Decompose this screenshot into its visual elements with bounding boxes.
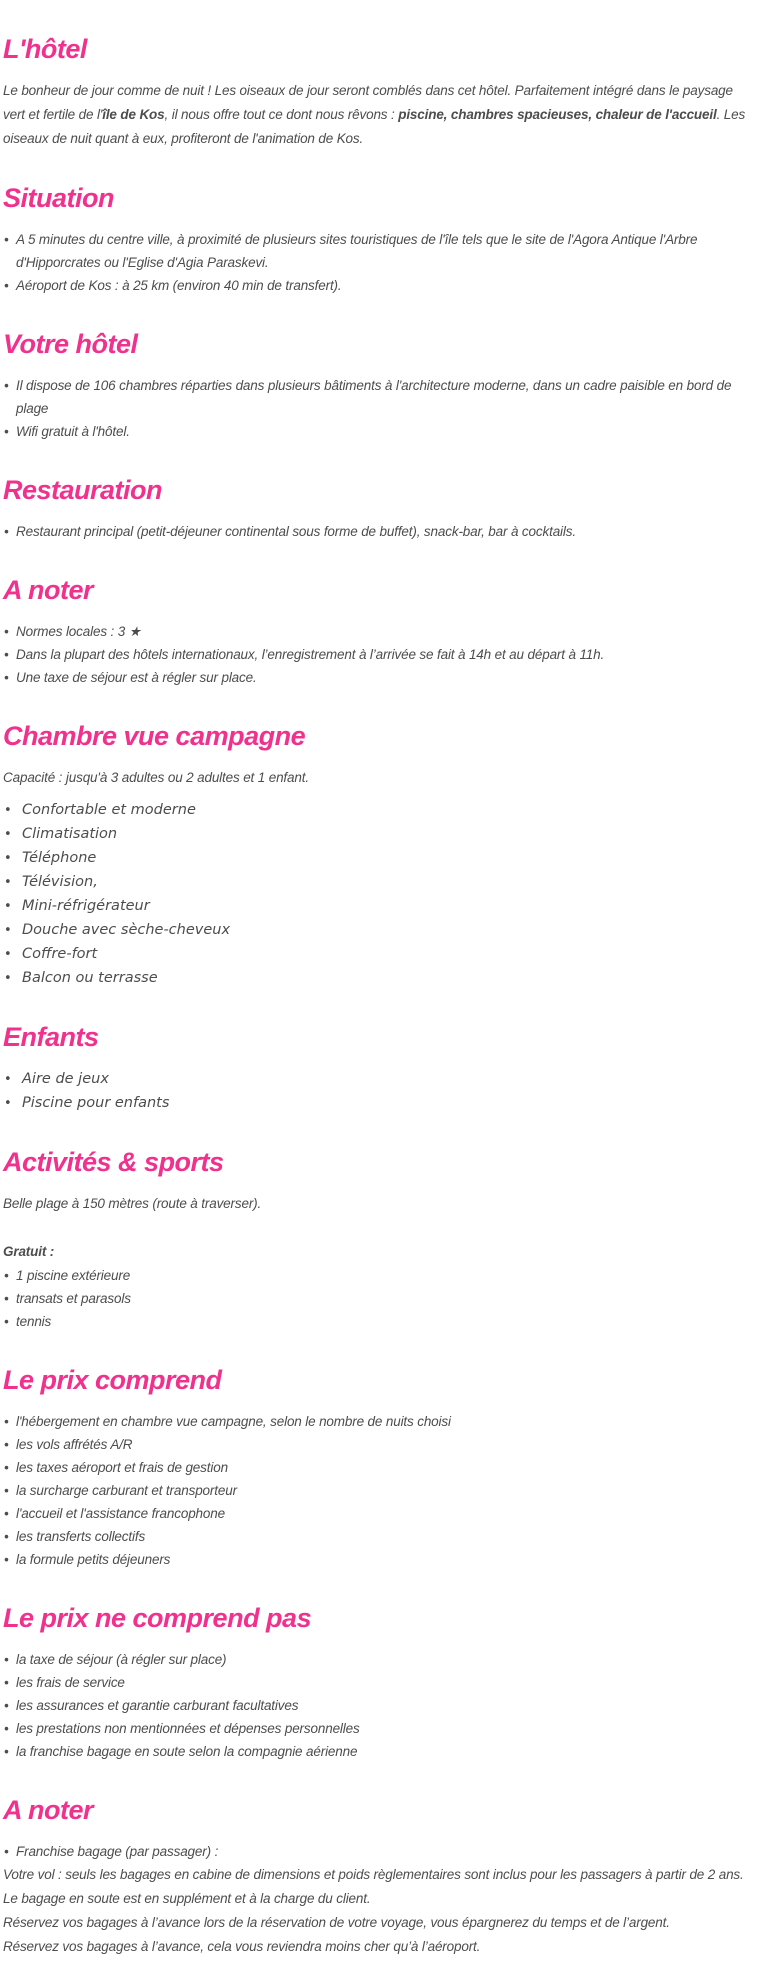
list-item: • Douche avec sèche-cheveux: [3, 918, 748, 942]
section-enfants: [3, 1022, 748, 1115]
room-amenities-list: [3, 798, 748, 990]
section-heading-votre-hotel: Votre hôtel: [3, 329, 138, 359]
section-heading-hotel: L'hôtel: [3, 34, 87, 64]
price-excludes-list: [3, 1648, 748, 1763]
list-item: • Aéroport de Kos : à 25 km (environ 40 min de transfert).: [3, 274, 748, 297]
free-activities-label: Gratuit :: [3, 1244, 55, 1259]
list-item: • l'hébergement en chambre vue campagne, selon le nombre de nuits choisi: [3, 1410, 748, 1433]
list-item: • Il dispose de 106 chambres réparties dans plusieurs bâtiments à l'architecture moderne, dans un cadre paisible en bord de plage: [3, 374, 748, 420]
list-item: • Téléphone: [3, 846, 748, 870]
section-situation: [3, 183, 748, 297]
baggage-note-line: Le bagage en soute est en supplément et à la charge du client.: [3, 1891, 371, 1906]
list-item: • les transferts collectifs: [3, 1525, 748, 1548]
restauration-list: [3, 520, 748, 543]
intro-bold-segment: piscine, chambres spacieuses, chaleur de l'accueil: [398, 107, 717, 122]
list-item: • Balcon ou terrasse: [3, 966, 748, 990]
a-noter-list: [3, 620, 748, 689]
section-activites-sports: [3, 1147, 748, 1333]
free-activities-list: [3, 1264, 748, 1333]
section-heading-enfants: Enfants: [3, 1022, 99, 1052]
section-heading-situation: Situation: [3, 183, 114, 213]
list-item: • Franchise bagage (par passager) :: [3, 1840, 748, 1863]
section-restauration: [3, 475, 748, 543]
room-capacity-text: Capacité : jusqu'à 3 adultes ou 2 adultes et 1 enfant.: [3, 770, 309, 785]
list-item: • 1 piscine extérieure: [3, 1264, 748, 1287]
votre-hotel-list: [3, 374, 748, 443]
intro-bold-segment: île de Kos: [102, 107, 165, 122]
intro-text-segment: Le bonheur de jour comme de nuit ! Les oiseaux de jour seront comblés dans cet hôtel. Parfaitement intégré dans le paysage vert et fertile de l': [3, 83, 733, 122]
list-item: • l'accueil et l'assistance francophone: [3, 1502, 748, 1525]
section-heading-le-prix-ne-comprend-pas: Le prix ne comprend pas: [3, 1603, 312, 1633]
list-item: • Mini-réfrigérateur: [3, 894, 748, 918]
section-heading-a-noter-2: A noter: [3, 1795, 93, 1825]
list-item: • Confortable et moderne: [3, 798, 748, 822]
list-item: • Dans la plupart des hôtels internationaux, l’enregistrement à l’arrivée se fait à 14h et au départ à 11h.: [3, 643, 748, 666]
beach-distance-text: Belle plage à 150 mètres (route à traverser).: [3, 1196, 262, 1211]
list-item: • Wifi gratuit à l'hôtel.: [3, 420, 748, 443]
list-item: • Coffre-fort: [3, 942, 748, 966]
section-a-noter-2: [3, 1795, 748, 1959]
list-item: • les prestations non mentionnées et dépenses personnelles: [3, 1717, 748, 1740]
list-item: • Aire de jeux: [3, 1067, 748, 1091]
baggage-note-line: Votre vol : seuls les bagages en cabine de dimensions et poids règlementaires sont inclus pour les passagers à partir de 2 ans.: [3, 1867, 744, 1882]
children-amenities-list: [3, 1067, 748, 1115]
list-item: • la franchise bagage en soute selon la compagnie aérienne: [3, 1740, 748, 1763]
baggage-note-line: Réservez vos bagages à l’avance lors de la réservation de votre voyage, vous épargnerez du temps et de l’argent.: [3, 1915, 670, 1930]
list-item: • les frais de service: [3, 1671, 748, 1694]
situation-list: [3, 228, 748, 297]
baggage-note-line: Réservez vos bagages à l’avance, cela vous reviendra moins cher qu’à l’aéroport.: [3, 1939, 481, 1954]
list-item: • la formule petits déjeuners: [3, 1548, 748, 1571]
list-item: • Piscine pour enfants: [3, 1091, 748, 1115]
section-le-prix-ne-comprend-pas: [3, 1603, 748, 1763]
list-item-star-rating: • Normes locales : 3 ★: [3, 620, 748, 643]
list-item: • Climatisation: [3, 822, 748, 846]
list-item: • tennis: [3, 1310, 748, 1333]
section-heading-le-prix-comprend: Le prix comprend: [3, 1365, 222, 1395]
list-item: • les vols affrétés A/R: [3, 1433, 748, 1456]
intro-text-segment: , il nous offre tout ce dont nous rêvons :: [164, 107, 399, 122]
section-heading-activites-sports: Activités & sports: [3, 1147, 224, 1177]
section-heading-chambre-vue-campagne: Chambre vue campagne: [3, 721, 306, 751]
hotel-intro-paragraph: [3, 79, 748, 151]
price-includes-list: [3, 1410, 748, 1571]
section-heading-a-noter: A noter: [3, 575, 93, 605]
list-item: • Une taxe de séjour est à régler sur place.: [3, 666, 748, 689]
list-item: • Restaurant principal (petit-déjeuner continental sous forme de buffet), snack-bar, bar à cocktails.: [3, 520, 748, 543]
list-item: • les taxes aéroport et frais de gestion: [3, 1456, 748, 1479]
section-heading-restauration: Restauration: [3, 475, 163, 505]
list-item: • la taxe de séjour (à régler sur place): [3, 1648, 748, 1671]
list-item: • la surcharge carburant et transporteur: [3, 1479, 748, 1502]
list-item: • A 5 minutes du centre ville, à proximité de plusieurs sites touristiques de l'île tels que le site de l'Agora Antique l'Arbre d'Hipporcrates ou l'Eglise d'Agia Paraskevi.: [3, 228, 748, 274]
list-item: • les assurances et garantie carburant facultatives: [3, 1694, 748, 1717]
list-item: • transats et parasols: [3, 1287, 748, 1310]
section-le-prix-comprend: [3, 1365, 748, 1571]
baggage-note-list: [3, 1840, 748, 1863]
section-a-noter: [3, 575, 748, 689]
section-chambre-vue-campagne: [3, 721, 748, 990]
intro-text-segment: . Les oiseaux de nuit quant à eux, profiteront de l'animation de Kos.: [3, 107, 746, 146]
section-hotel: [3, 34, 748, 151]
section-votre-hotel: [3, 329, 748, 443]
list-item: • Télévision,: [3, 870, 748, 894]
